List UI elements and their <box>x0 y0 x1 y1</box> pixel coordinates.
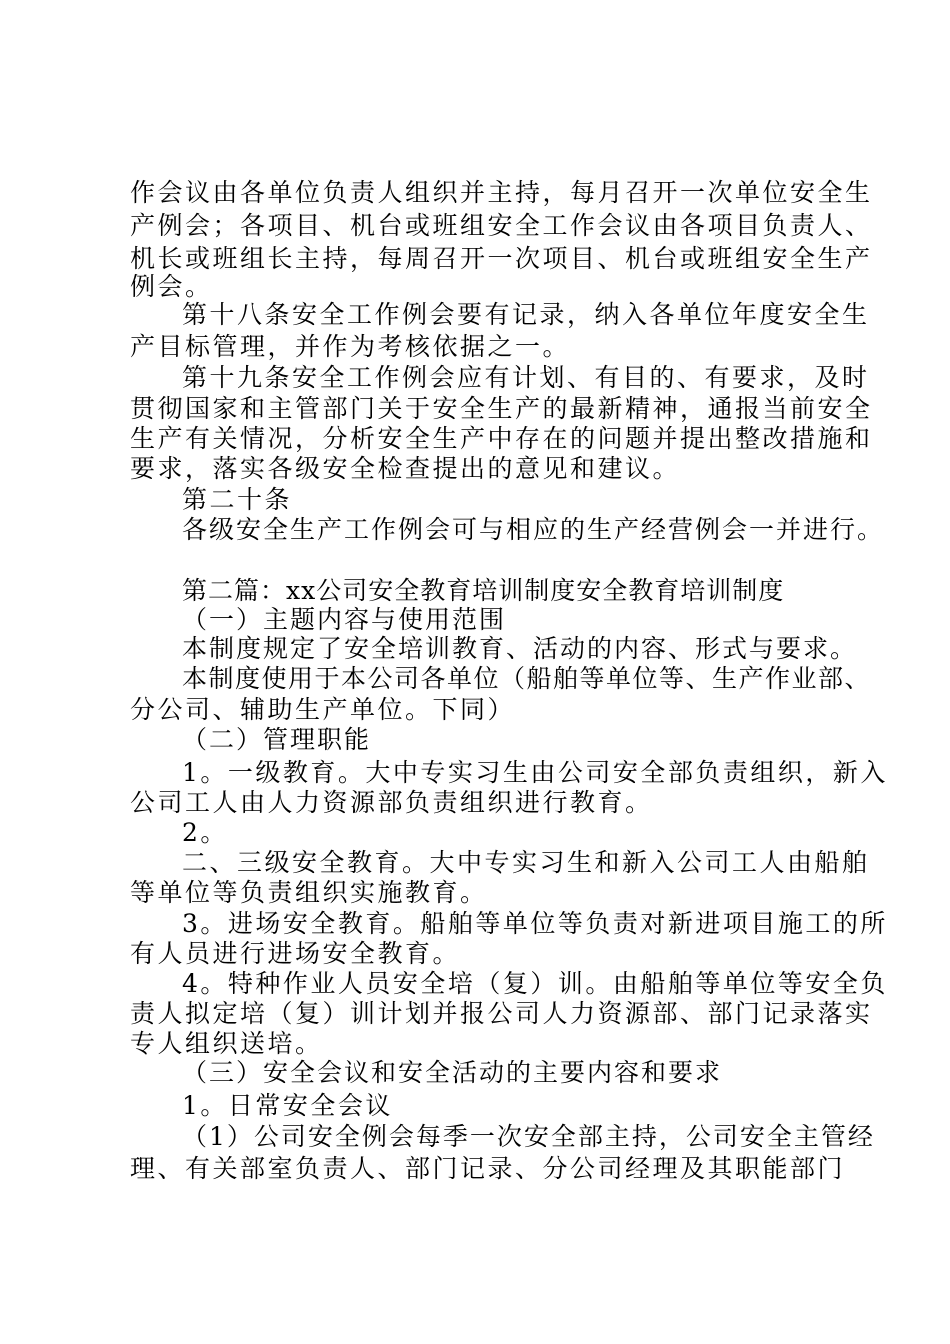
section-heading: 第二篇：xx公司安全教育培训制度安全教育培训制度 <box>182 576 785 605</box>
text-line: 4。特种作业人员安全培（复）训。由船舶等单位等安全负 <box>182 969 888 998</box>
text-line: 有人员进行进场安全教育。 <box>130 939 461 968</box>
text-line: 贯彻国家和主管部门关于安全生产的最新精神，通报当前安全 <box>130 394 873 423</box>
text-line: 1。一级教育。大中专实习生由公司安全部负责组织，新入 <box>182 758 888 787</box>
text-line: 本制度使用于本公司各单位（船舶等单位等、生产作业部、 <box>182 664 872 693</box>
text-line: 各级安全生产工作例会可与相应的生产经营例会一并进行。 <box>182 515 885 544</box>
text-line: 3。进场安全教育。船舶等单位等负责对新进项目施工的所 <box>182 909 888 938</box>
text-line: 作会议由各单位负责人组织并主持，每月召开一次单位安全生 <box>130 178 873 207</box>
text-line: 1。日常安全会议 <box>182 1091 393 1120</box>
text-line: 生产有关情况，分析安全生产中存在的问题并提出整改措施和 <box>130 424 873 453</box>
text-line: 责人拟定培（复）训计划并报公司人力资源部、部门记录落实 <box>130 999 873 1028</box>
text-line: 本制度规定了安全培训教育、活动的内容、形式与要求。 <box>182 634 858 663</box>
article-heading: 第二十条 <box>182 485 293 514</box>
text-line: （1）公司安全例会每季一次安全部主持，公司安全主管经 <box>182 1122 875 1151</box>
text-line: 第十八条安全工作例会要有记录，纳入各单位年度安全生 <box>182 300 870 329</box>
text-line: 例会。 <box>130 272 213 301</box>
text-line: 2。 <box>182 818 228 847</box>
text-line: 产例会；各项目、机台或班组安全工作会议由各项目负责人、 <box>130 211 873 240</box>
text-line: 专人组织送培。 <box>130 1029 323 1058</box>
text-line: 二、三级安全教育。大中专实习生和新入公司工人由船舶 <box>182 848 870 877</box>
text-line: 产目标管理，并作为考核依据之一。 <box>130 332 571 361</box>
text-line: 公司工人由人力资源部负责组织进行教育。 <box>130 788 653 817</box>
text-line: 要求，落实各级安全检查提出的意见和建议。 <box>130 454 681 483</box>
subsection-heading: （二）管理职能 <box>182 725 372 754</box>
text-line: 分公司、辅助生产单位。下同） <box>130 695 516 724</box>
subsection-heading: （一）主题内容与使用范围 <box>182 605 507 634</box>
subsection-heading: （三）安全会议和安全活动的主要内容和要求 <box>182 1058 723 1087</box>
text-line: 机长或班组长主持，每周召开一次项目、机台或班组安全生产 <box>130 244 873 273</box>
text-line: 第十九条安全工作例会应有计划、有目的、有要求，及时 <box>182 363 870 392</box>
text-line: 等单位等负责组织实施教育。 <box>130 878 488 907</box>
text-line: 理、有关部室负责人、部门记录、分公司经理及其职能部门 <box>130 1154 846 1183</box>
